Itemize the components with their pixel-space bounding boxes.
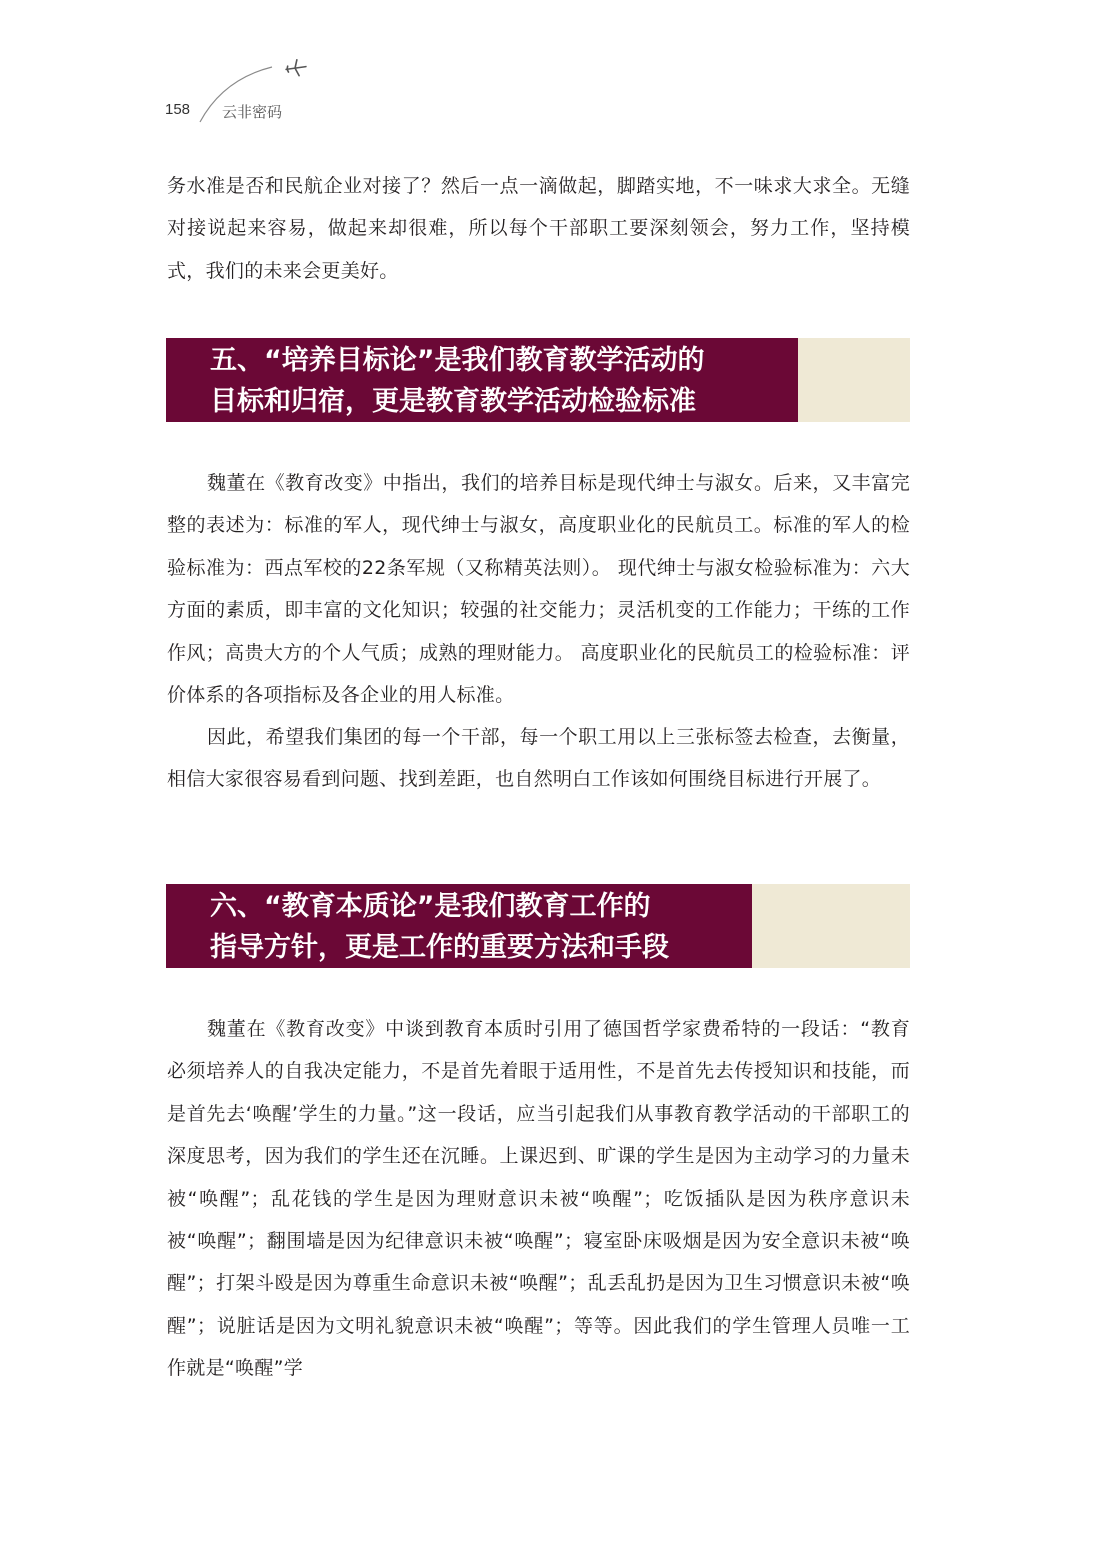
body-paragraph: 务水准是否和民航企业对接了？然后一点一滴做起，脚踏实地，不一味求大求全。无缝对接说起来容易，做起来却很难，所以每个干部职工要深刻领会，努力工作，坚持模式，我们的未来会更美好。 — [167, 175, 910, 282]
section-heading-5 — [166, 338, 910, 422]
running-title: 云非密码 — [222, 103, 283, 121]
section-heading-5-line1: 五、“培养目标论”是我们教育教学活动的 — [210, 345, 705, 376]
section-heading-6-line2: 指导方针，更是工作的重要方法和手段 — [210, 932, 669, 963]
section-heading-5-box — [166, 338, 798, 422]
page-number: 158 — [165, 101, 191, 118]
airplane-icon — [285, 59, 307, 78]
page-header — [0, 0, 1100, 140]
body-paragraph: 魏董在《教育改变》中指出，我们的培养目标是现代绅士与淑女。后来，又丰富完整的表述为：标准的军人，现代绅士与淑女，高度职业化的民航员工。标准的军人的检验标准为：西点军校的22条军规（又称精英法则）。 现代绅士与淑女检验标准为：六大方面的素质，即丰富的文化知识；较强的社交能力；灵活机变的工作能力；干练的工作作风；高贵大方的个人气质；成熟的理财能力。 高度职业化的民航员工的检验标准：评价体系的各项指标及各企业的用人标准。 — [167, 472, 910, 707]
section-heading-5-line2: 目标和归宿，更是教育教学活动检验标准 — [210, 386, 696, 417]
section-heading-6-line1: 六、“教育本质论”是我们教育工作的 — [210, 891, 651, 922]
body-paragraph: 因此，希望我们集团的每一个干部，每一个职工用以上三张标签去检查，去衡量，相信大家很容易看到问题、找到差距，也自然明白工作该如何围绕目标进行开展了。 — [167, 726, 910, 791]
section-heading-6-box — [166, 884, 752, 968]
header-decoration — [0, 0, 1100, 140]
section-heading-6 — [166, 884, 910, 968]
body-paragraph: 魏董在《教育改变》中谈到教育本质时引用了德国哲学家费希特的一段话：“教育必须培养人的自我决定能力，不是首先着眼于适用性，不是首先去传授知识和技能，而是首先去‘唤醒’学生的力量。”这一段话，应当引起我们从事教育教学活动的干部职工的深度思考，因为我们的学生还在沉睡。上课迟到、旷课的学生是因为主动学习的力量未被“唤醒”；乱花钱的学生是因为理财意识未被“唤醒”；吃饭插队是因为秩序意识未被“唤醒”；翻围墙是因为纪律意识未被“唤醒”；寝室卧床吸烟是因为安全意识未被“唤醒”；打架斗殴是因为尊重生命意识未被“唤醒”；乱丢乱扔是因为卫生习惯意识未被“唤醒”；说脏话是因为文明礼貌意识未被“唤醒”；等等。因此我们的学生管理人员唯一工作就是“唤醒”学 — [167, 1018, 910, 1380]
